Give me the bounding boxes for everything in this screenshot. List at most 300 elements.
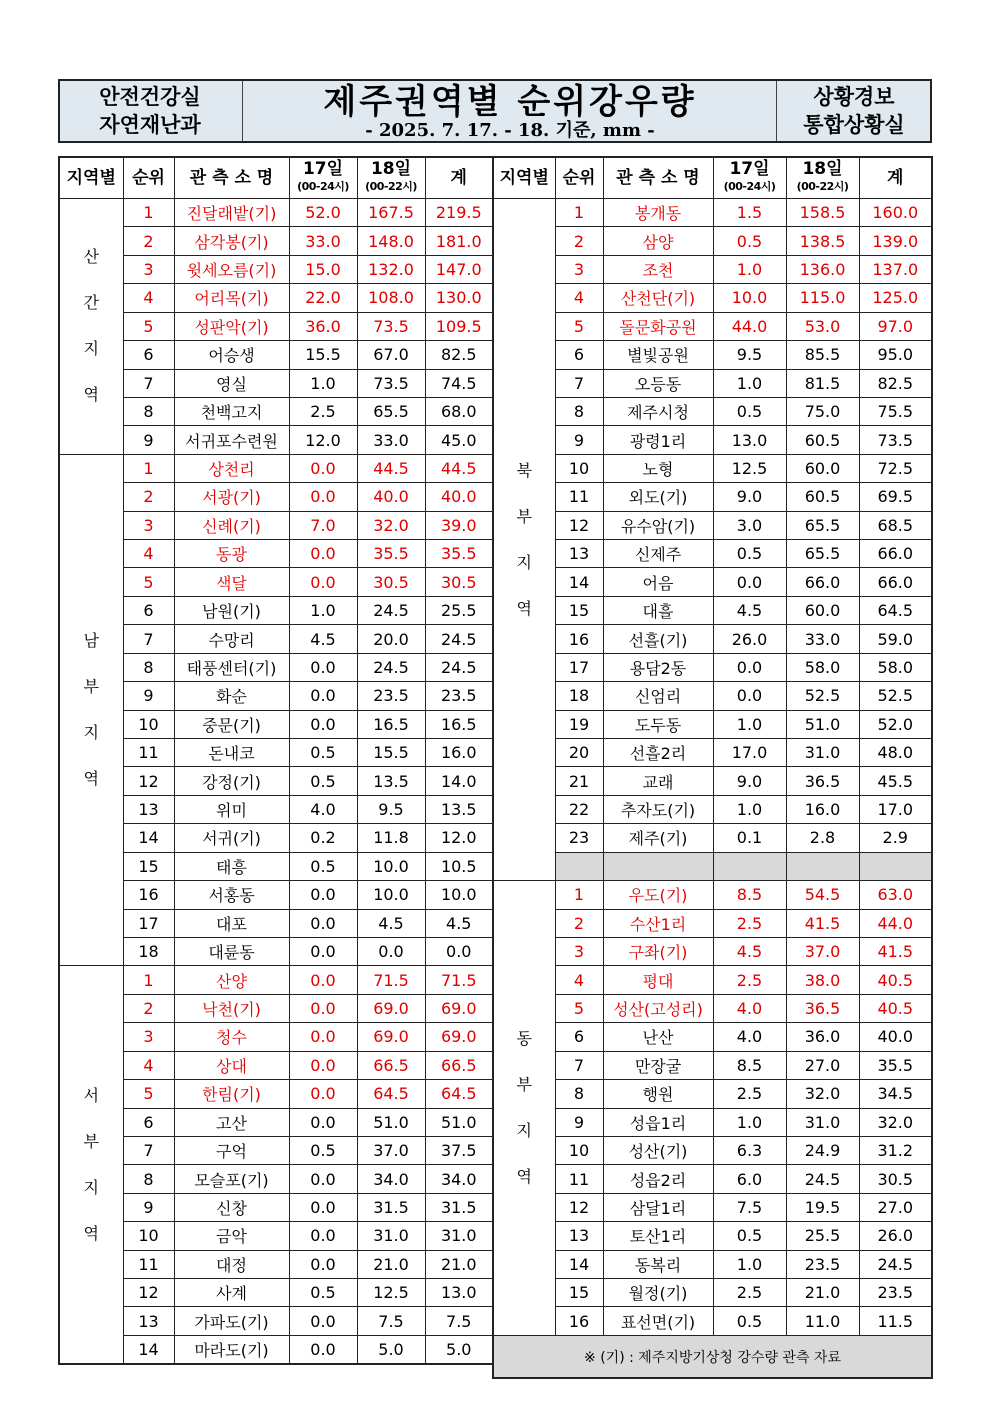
table-row — [493, 653, 932, 681]
rank-cell: 13 — [555, 1222, 603, 1250]
table-row — [59, 1250, 493, 1278]
rain-day18: 24.5 — [786, 1165, 859, 1193]
station-name: 태흥 — [174, 852, 289, 880]
rain-day18: 108.0 — [357, 284, 425, 312]
table-body-right — [493, 199, 932, 1379]
table-header-row — [493, 157, 932, 199]
table-row — [493, 483, 932, 511]
rainfall-table-right — [492, 156, 933, 1379]
table-row — [493, 1023, 932, 1051]
rain-day17: 0.0 — [289, 454, 357, 482]
station-name: 봉개동 — [603, 199, 713, 227]
station-name: 대륜동 — [174, 937, 289, 965]
col-station: 관 측 소 명 — [174, 157, 289, 199]
table-row — [493, 1136, 932, 1164]
region-char: 역 — [516, 1167, 532, 1186]
col-day18-range: (00-22시) — [796, 180, 849, 193]
rain-day17: 1.0 — [713, 710, 786, 738]
rain-day17: 0.5 — [289, 1136, 357, 1164]
table-row — [59, 397, 493, 425]
rank-cell: 20 — [555, 739, 603, 767]
rain-day18: 33.0 — [786, 625, 859, 653]
station-name: 평대 — [603, 966, 713, 994]
rank-cell: 8 — [555, 397, 603, 425]
station-name: 강정(기) — [174, 767, 289, 795]
rain-day17: 1.5 — [713, 199, 786, 227]
rain-total: 5.0 — [425, 1335, 493, 1363]
rain-day17: 0.0 — [289, 682, 357, 710]
rain-day18: 11.8 — [357, 824, 425, 852]
table-row — [59, 1279, 493, 1307]
blank-row — [493, 852, 932, 880]
station-name: 만장굴 — [603, 1051, 713, 1079]
rain-day18: 51.0 — [357, 1108, 425, 1136]
rain-total: 95.0 — [859, 341, 932, 369]
rank-cell: 12 — [555, 1193, 603, 1221]
title-block — [244, 81, 776, 141]
rain-day17: 6.0 — [713, 1165, 786, 1193]
station-name: 돈내코 — [174, 739, 289, 767]
table-row — [493, 1279, 932, 1307]
col-rank: 순위 — [555, 157, 603, 199]
rain-total: 44.5 — [425, 454, 493, 482]
rain-day17: 4.0 — [713, 1023, 786, 1051]
rain-day18: 7.5 — [357, 1307, 425, 1335]
rain-day18: 66.5 — [357, 1051, 425, 1079]
table-row — [59, 1108, 493, 1136]
rain-day18: 60.0 — [786, 454, 859, 482]
station-name: 외도(기) — [603, 483, 713, 511]
rank-cell: 9 — [123, 426, 174, 454]
rain-total: 34.0 — [425, 1165, 493, 1193]
rain-day17: 17.0 — [713, 739, 786, 767]
rain-day17: 6.3 — [713, 1136, 786, 1164]
rain-day18: 37.0 — [357, 1136, 425, 1164]
station-name: 가파도(기) — [174, 1307, 289, 1335]
rank-cell: 1 — [123, 966, 174, 994]
rain-day18: 31.0 — [357, 1222, 425, 1250]
table-row — [493, 1250, 932, 1278]
rain-total: 24.5 — [425, 625, 493, 653]
table-row — [493, 227, 932, 255]
rain-total: 71.5 — [425, 966, 493, 994]
station-name: 토산1리 — [603, 1222, 713, 1250]
rank-cell: 10 — [123, 1222, 174, 1250]
table-row — [59, 568, 493, 596]
station-name: 선흘(기) — [603, 625, 713, 653]
rain-day18: 23.5 — [357, 682, 425, 710]
col-rank: 순위 — [123, 157, 174, 199]
table-row — [493, 341, 932, 369]
rain-total: 51.0 — [425, 1108, 493, 1136]
rain-total: 31.0 — [425, 1222, 493, 1250]
rain-day18: 32.0 — [786, 1080, 859, 1108]
station-name: 별빛공원 — [603, 341, 713, 369]
rain-day17: 4.5 — [713, 596, 786, 624]
rank-cell: 4 — [123, 284, 174, 312]
rain-day17: 1.0 — [713, 255, 786, 283]
rain-day18: 34.0 — [357, 1165, 425, 1193]
rain-day17: 9.0 — [713, 483, 786, 511]
header-divider — [242, 81, 243, 141]
rain-day18: 32.0 — [357, 511, 425, 539]
rank-cell: 2 — [123, 227, 174, 255]
rain-total: 13.5 — [425, 795, 493, 823]
col-day18-label: 18일 — [370, 159, 412, 179]
rain-day17: 3.0 — [713, 511, 786, 539]
rain-day18: 115.0 — [786, 284, 859, 312]
rank-cell: 17 — [555, 653, 603, 681]
table-row — [59, 511, 493, 539]
station-name: 모슬포(기) — [174, 1165, 289, 1193]
station-name: 서귀(기) — [174, 824, 289, 852]
rain-total: 69.5 — [859, 483, 932, 511]
table-row — [59, 426, 493, 454]
table-row — [493, 1307, 932, 1335]
rain-day18: 69.0 — [357, 1023, 425, 1051]
station-name: 대흘 — [603, 596, 713, 624]
col-total: 계 — [859, 157, 932, 199]
rain-day18: 10.0 — [357, 881, 425, 909]
rain-day18: 60.5 — [786, 426, 859, 454]
station-name: 윗세오름(기) — [174, 255, 289, 283]
rain-total: 68.0 — [425, 397, 493, 425]
rain-day17: 26.0 — [713, 625, 786, 653]
rain-day17: 0.0 — [713, 682, 786, 710]
rank-cell: 15 — [555, 596, 603, 624]
report-header — [58, 79, 932, 143]
col-region: 지역별 — [59, 157, 123, 199]
station-name: 삼달1리 — [603, 1193, 713, 1221]
rank-cell: 9 — [555, 426, 603, 454]
rank-cell: 11 — [123, 739, 174, 767]
table-row — [59, 1051, 493, 1079]
rain-day17: 0.5 — [289, 767, 357, 795]
rain-day17: 8.5 — [713, 881, 786, 909]
rain-day17: 15.0 — [289, 255, 357, 283]
rain-total: 40.0 — [425, 483, 493, 511]
rain-day18: 132.0 — [357, 255, 425, 283]
rain-day18: 15.5 — [357, 739, 425, 767]
station-name: 난산 — [603, 1023, 713, 1051]
rain-day17: 4.5 — [289, 625, 357, 653]
rain-day18: 36.0 — [786, 1023, 859, 1051]
rain-day17: 2.5 — [713, 1080, 786, 1108]
station-name: 성산(기) — [603, 1136, 713, 1164]
rank-cell: 13 — [555, 540, 603, 568]
region-char: 간 — [83, 293, 99, 313]
rain-day17: 22.0 — [289, 284, 357, 312]
report-title: 제주권역별 순위강우량 — [323, 82, 697, 122]
rain-day18: 0.0 — [357, 937, 425, 965]
station-name: 중문(기) — [174, 710, 289, 738]
table-row — [493, 1108, 932, 1136]
rain-day17: 7.5 — [713, 1193, 786, 1221]
rank-cell: 1 — [555, 881, 603, 909]
rank-cell: 16 — [123, 881, 174, 909]
rain-day18: 66.0 — [786, 568, 859, 596]
station-name: 신례(기) — [174, 511, 289, 539]
rain-total: 48.0 — [859, 739, 932, 767]
rank-cell: 3 — [123, 511, 174, 539]
region-char: 서 — [83, 1085, 99, 1105]
rain-day17: 0.5 — [289, 852, 357, 880]
region-char: 남 — [83, 631, 99, 651]
table-row — [493, 994, 932, 1022]
rank-cell: 4 — [123, 1051, 174, 1079]
station-name: 천백고지 — [174, 397, 289, 425]
region-cell — [59, 966, 123, 1364]
table-row — [59, 1023, 493, 1051]
table-row — [493, 795, 932, 823]
rain-day17: 4.0 — [713, 994, 786, 1022]
rank-cell: 3 — [555, 255, 603, 283]
blank-cell — [603, 852, 713, 880]
rank-cell: 18 — [123, 937, 174, 965]
table-row — [59, 1335, 493, 1363]
station-name: 신엄리 — [603, 682, 713, 710]
rain-day18: 23.5 — [786, 1250, 859, 1278]
rain-day17: 0.0 — [289, 937, 357, 965]
rank-cell: 19 — [555, 710, 603, 738]
rank-cell: 13 — [123, 1307, 174, 1335]
rank-cell: 1 — [123, 199, 174, 227]
station-name: 마라도(기) — [174, 1335, 289, 1363]
rainfall-table-left — [58, 156, 494, 1365]
station-name: 선흘2리 — [603, 739, 713, 767]
rain-day17: 0.1 — [713, 824, 786, 852]
rain-day17: 8.5 — [713, 1051, 786, 1079]
rank-cell: 11 — [555, 1165, 603, 1193]
rain-day18: 73.5 — [357, 312, 425, 340]
rain-day18: 85.5 — [786, 341, 859, 369]
table-row — [59, 852, 493, 880]
rank-cell: 14 — [123, 1335, 174, 1363]
rain-day18: 9.5 — [357, 795, 425, 823]
rain-day17: 0.5 — [713, 1222, 786, 1250]
table-row — [493, 596, 932, 624]
rain-total: 73.5 — [859, 426, 932, 454]
rain-day17: 0.0 — [289, 1250, 357, 1278]
rain-day18: 41.5 — [786, 909, 859, 937]
rank-cell: 23 — [555, 824, 603, 852]
table-row — [493, 767, 932, 795]
col-region: 지역별 — [493, 157, 555, 199]
rank-cell: 21 — [555, 767, 603, 795]
rain-day17: 9.5 — [713, 341, 786, 369]
rain-total: 2.9 — [859, 824, 932, 852]
rain-day18: 10.0 — [357, 852, 425, 880]
station-name: 영실 — [174, 369, 289, 397]
region-char: 역 — [83, 385, 99, 405]
station-name: 수산1리 — [603, 909, 713, 937]
table-row — [59, 596, 493, 624]
rain-day18: 38.0 — [786, 966, 859, 994]
rain-total: 75.5 — [859, 397, 932, 425]
rain-day18: 13.5 — [357, 767, 425, 795]
station-name: 서광(기) — [174, 483, 289, 511]
rain-day18: 12.5 — [357, 1279, 425, 1307]
region-char: 역 — [83, 1223, 99, 1243]
rain-day18: 65.5 — [786, 511, 859, 539]
rain-total: 59.0 — [859, 625, 932, 653]
rain-day18: 20.0 — [357, 625, 425, 653]
rain-day17: 0.0 — [289, 483, 357, 511]
rain-day18: 53.0 — [786, 312, 859, 340]
department-line2: 자연재난과 — [99, 113, 201, 137]
table-row — [493, 625, 932, 653]
rain-total: 125.0 — [859, 284, 932, 312]
rain-day17: 0.5 — [713, 227, 786, 255]
rank-cell: 10 — [555, 1136, 603, 1164]
rain-day18: 36.5 — [786, 767, 859, 795]
department-block — [60, 81, 240, 141]
blank-cell — [786, 852, 859, 880]
station-name: 성산(고성리) — [603, 994, 713, 1022]
rain-day18: 27.0 — [786, 1051, 859, 1079]
table-row — [59, 653, 493, 681]
rain-total: 31.5 — [425, 1193, 493, 1221]
rain-day17: 1.0 — [289, 369, 357, 397]
rain-total: 12.0 — [425, 824, 493, 852]
rank-cell: 16 — [555, 1307, 603, 1335]
rain-day18: 138.5 — [786, 227, 859, 255]
table-row — [59, 767, 493, 795]
table-row — [493, 966, 932, 994]
station-name: 산양 — [174, 966, 289, 994]
rain-day18: 71.5 — [357, 966, 425, 994]
col-day17-range: (00-24시) — [723, 180, 776, 193]
rain-day18: 31.0 — [786, 1108, 859, 1136]
rain-day18: 31.0 — [786, 739, 859, 767]
rank-cell: 1 — [123, 454, 174, 482]
rain-day17: 4.0 — [289, 795, 357, 823]
rain-day18: 11.0 — [786, 1307, 859, 1335]
region-char: 부 — [516, 1075, 532, 1094]
table-row — [493, 369, 932, 397]
table-row — [493, 909, 932, 937]
rain-day17: 0.2 — [289, 824, 357, 852]
rain-total: 74.5 — [425, 369, 493, 397]
rank-cell: 7 — [555, 369, 603, 397]
rain-total: 14.0 — [425, 767, 493, 795]
rain-day17: 0.0 — [713, 568, 786, 596]
rain-total: 16.0 — [425, 739, 493, 767]
table-row — [59, 1136, 493, 1164]
rain-day17: 0.0 — [289, 909, 357, 937]
station-name: 진달래밭(기) — [174, 199, 289, 227]
rank-cell: 9 — [555, 1108, 603, 1136]
station-name: 상천리 — [174, 454, 289, 482]
table-row — [59, 483, 493, 511]
rain-total: 68.5 — [859, 511, 932, 539]
rain-total: 40.5 — [859, 994, 932, 1022]
rain-total: 11.5 — [859, 1307, 932, 1335]
rain-day17: 0.0 — [289, 540, 357, 568]
region-char: 동 — [516, 1029, 532, 1048]
rank-cell: 11 — [123, 1250, 174, 1278]
rain-total: 4.5 — [425, 909, 493, 937]
rank-cell: 14 — [555, 568, 603, 596]
station-name: 고산 — [174, 1108, 289, 1136]
station-name: 수망리 — [174, 625, 289, 653]
rain-day17: 0.5 — [289, 739, 357, 767]
rain-day17: 13.0 — [713, 426, 786, 454]
rain-day18: 65.5 — [357, 397, 425, 425]
table-row — [59, 1165, 493, 1193]
rank-cell: 2 — [555, 909, 603, 937]
rain-day18: 19.5 — [786, 1193, 859, 1221]
rain-total: 10.0 — [425, 881, 493, 909]
station-name: 구억 — [174, 1136, 289, 1164]
rain-total: 23.5 — [859, 1279, 932, 1307]
station-name: 사계 — [174, 1279, 289, 1307]
rain-total: 30.5 — [859, 1165, 932, 1193]
station-name: 대포 — [174, 909, 289, 937]
table-row — [59, 454, 493, 482]
rain-day18: 67.0 — [357, 341, 425, 369]
table-row — [59, 909, 493, 937]
rain-total: 69.0 — [425, 1023, 493, 1051]
rain-total: 27.0 — [859, 1193, 932, 1221]
table-row — [493, 540, 932, 568]
rank-cell: 5 — [123, 568, 174, 596]
table-row — [493, 824, 932, 852]
table-row — [493, 1080, 932, 1108]
rain-total: 35.5 — [425, 540, 493, 568]
rain-total: 25.5 — [425, 596, 493, 624]
table-row — [493, 511, 932, 539]
rain-total: 37.5 — [425, 1136, 493, 1164]
rain-day17: 7.0 — [289, 511, 357, 539]
col-day17 — [713, 157, 786, 199]
station-name: 서홍동 — [174, 881, 289, 909]
rain-day17: 9.0 — [713, 767, 786, 795]
table-row — [493, 739, 932, 767]
table-row — [59, 739, 493, 767]
table-row — [59, 795, 493, 823]
rank-cell: 8 — [123, 1165, 174, 1193]
rain-day18: 16.5 — [357, 710, 425, 738]
col-station: 관 측 소 명 — [603, 157, 713, 199]
station-name: 성판악(기) — [174, 312, 289, 340]
table-row — [493, 199, 932, 227]
station-name: 오등동 — [603, 369, 713, 397]
rain-total: 97.0 — [859, 312, 932, 340]
station-name: 용담2동 — [603, 653, 713, 681]
rain-total: 10.5 — [425, 852, 493, 880]
table-row — [493, 710, 932, 738]
rain-day17: 0.5 — [713, 1307, 786, 1335]
table-row — [59, 937, 493, 965]
rank-cell: 2 — [555, 227, 603, 255]
table-row — [59, 824, 493, 852]
rank-cell: 6 — [123, 1108, 174, 1136]
rain-day17: 0.0 — [289, 1108, 357, 1136]
table-row — [59, 1193, 493, 1221]
table-row — [59, 1222, 493, 1250]
blank-cell — [859, 852, 932, 880]
rain-day18: 40.0 — [357, 483, 425, 511]
table-row — [59, 881, 493, 909]
station-name: 화순 — [174, 682, 289, 710]
rain-total: 66.0 — [859, 568, 932, 596]
table-row — [59, 341, 493, 369]
table-row — [493, 1051, 932, 1079]
rain-total: 52.0 — [859, 710, 932, 738]
station-name: 행원 — [603, 1080, 713, 1108]
rank-cell: 12 — [123, 1279, 174, 1307]
